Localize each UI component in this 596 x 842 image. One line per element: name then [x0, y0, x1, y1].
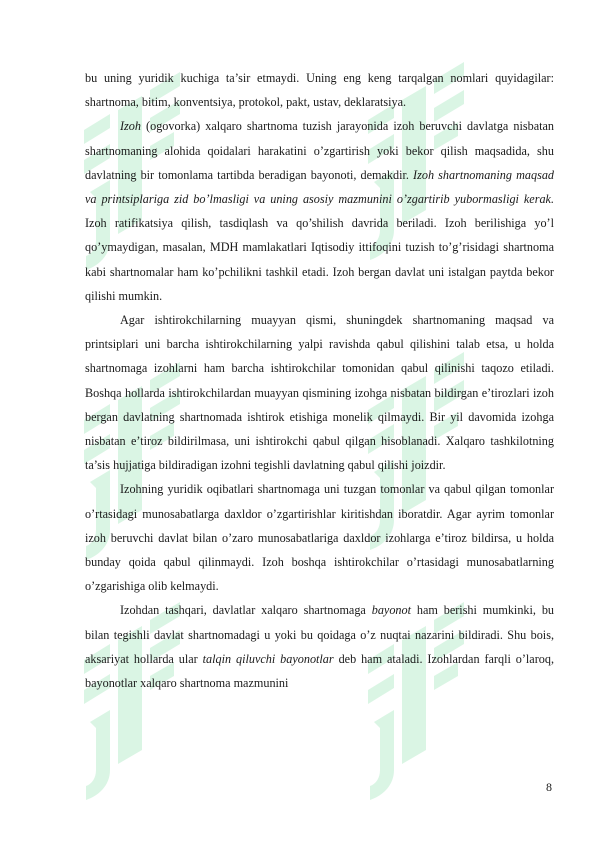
paragraph-3: [85, 308, 554, 477]
text-run: Izohning yuridik oqibatlari shartnomaga uni tuzgan tomonlar va qabul qilgan tomonlar o’rtasidagi munosabatlarga daxldor o’zgartirishlar kiritishdan iboratdir. Agar ayrim tomonlar izoh beruvchi davlat bilan o’zaro munosabatlariga daxldor izohlarga e’tiroz bildirsa, u holda bunday qoida qabul qilinmaydi. Izoh boshqa ishtirokchilar o’rtasidagi munosabatlarning o’zgarishiga olib kelmaydi.: [85, 482, 554, 594]
italic-phrase: Izoh: [120, 119, 141, 134]
text-run: deb ham ataladi. Izohlardan farqli o’laroq, bayonotlar xalqaro shartnoma mazmunini: [85, 651, 554, 691]
text-run: bu uning yuridik kuchiga ta’sir etmaydi. Uning eng keng tarqalgan nomlari quyidagilar: shartnoma, bitim, konventsiya, protokol, pakt, ustav, deklaratsiya.: [85, 71, 554, 110]
paragraph-1: [85, 66, 554, 114]
paragraph-4: [85, 477, 554, 598]
text-run: Agar ishtirokchilarning muayyan qismi, shuningdek shartnomaning maqsad va printsiplari uni barcha ishtirokchilarning yalpi ravishda qabul qilishini talab etsa, u holda shartnomaga izohlarni ham barcha ishtirokchilar tomonidan qabul qilinishi taqozo etiladi. Boshqa hollarda ishtirokchilardan muayyan qismining izohga nisbatan bildirgan e’tirozlari izoh bergan davlatning shartnomada ishtirok etishiga monelik qilmaydi. Bir yil davomida izohga nisbatan e’tiroz bildirilmasa, uni ishtirokchi qabul qilgan hisoblanadi. Xalqaro tashkilotning ta’sis hujjatiga bildiradigan izohni tegishli davlatning qabul qilishi joizdir.: [85, 313, 554, 473]
italic-phrase: talqin qiluvchi bayonotlar: [202, 651, 334, 666]
page-number: 8: [546, 780, 552, 794]
text-run: ham berishi mumkinki, bu bilan tegishli davlat shartnomadagi u yoki bu qoidaga o’z nuqtai nazarini bildiradi. Shu bois, aksariyat hollarda ular: [85, 603, 555, 666]
page-body: [85, 66, 554, 695]
text-run: Izoh ratifikatsiya qilish, tasdiqlash va qo’shilish davrida beriladi. Izoh berilishiga yo’l qo’ymaydigan, masalan, MDH mamlakatlari Iqtisodiy ittifoqini tuzish to’g’risidagi shartnoma kabi shartnomalar ham ko’pchilikni tashkil etadi. Izoh bergan davlat uni istalgan paytda bekor qilishi mumkin.: [85, 216, 554, 303]
text-run: Izohdan tashqari, davlatlar xalqaro shartnomaga: [120, 603, 372, 618]
paragraph-5: [85, 598, 554, 695]
italic-phrase: Izoh shartnomaning maqsad va printsiplariga zid bo’lmasligi va uning asosiy mazmunini o’zgartirib yubormasligi kerak.: [85, 167, 555, 207]
italic-phrase: bayonot: [371, 603, 411, 618]
text-run: (ogovorka) xalqaro shartnoma tuzish jarayonida izoh beruvchi davlatga nisbatan shartnomaning alohida qoidalari harakatini o’zgartirish yoki bekor qilish maqsadida, shu davlatning bir tomonlama tartibda beradigan bayonoti, demakdir.: [85, 119, 554, 182]
paragraph-2: [85, 114, 554, 308]
